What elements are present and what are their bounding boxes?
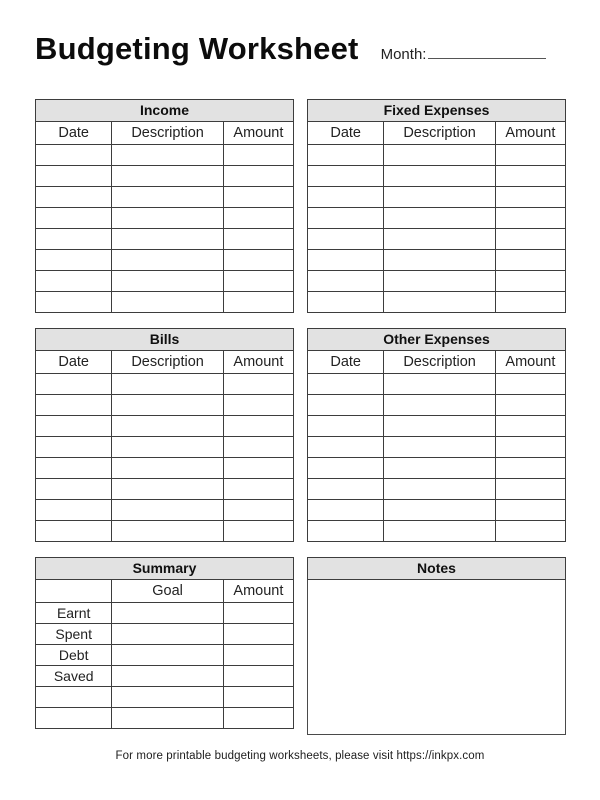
empty-cell [308,271,384,292]
empty-row [36,395,294,416]
summary-row-label [36,687,112,708]
empty-cell [223,229,293,250]
empty-row [36,166,294,187]
empty-cell [495,395,565,416]
summary-row [36,687,294,708]
empty-row [36,208,294,229]
empty-cell [308,250,384,271]
column-header-amount: Amount [223,122,293,145]
empty-cell [223,458,293,479]
summary-table [35,579,294,729]
empty-cell [112,645,223,666]
empty-cell [308,145,384,166]
empty-cell [223,603,293,624]
empty-cell [308,374,384,395]
empty-cell [112,666,223,687]
empty-row [308,271,566,292]
column-header-date: Date [308,122,384,145]
empty-row [36,479,294,500]
empty-row [308,292,566,313]
fixed-expenses-section [307,99,566,313]
empty-row [36,500,294,521]
other-expenses-header-row [308,351,566,374]
empty-cell [384,166,495,187]
empty-cell [36,271,112,292]
page-header [0,0,600,68]
empty-cell [384,458,495,479]
fixed-expenses-header-row [308,122,566,145]
empty-row [308,187,566,208]
empty-cell [223,479,293,500]
empty-row [308,250,566,271]
column-header-description: Description [384,122,495,145]
column-header-goal: Goal [112,580,223,603]
empty-row [36,437,294,458]
bills-header-row [36,351,294,374]
empty-cell [36,374,112,395]
empty-cell [36,292,112,313]
column-header-amount: Amount [495,122,565,145]
empty-cell [308,292,384,313]
empty-cell [384,521,495,542]
column-header-amount: Amount [495,351,565,374]
empty-cell [495,145,565,166]
empty-cell [36,521,112,542]
empty-cell [223,708,293,729]
empty-cell [112,166,223,187]
empty-cell [495,437,565,458]
empty-cell [223,624,293,645]
empty-cell [495,187,565,208]
empty-cell [223,666,293,687]
empty-cell [36,479,112,500]
empty-cell [36,166,112,187]
empty-cell [112,479,223,500]
empty-cell [384,145,495,166]
empty-cell [36,229,112,250]
empty-cell [112,229,223,250]
column-header-description: Description [112,122,223,145]
empty-cell [495,250,565,271]
month-blank-line [428,45,546,59]
notes-writing-area [307,580,566,735]
empty-cell [495,521,565,542]
bills-section [35,328,294,542]
empty-cell [495,416,565,437]
empty-cell [384,271,495,292]
summary-row-label: Debt [36,645,112,666]
summary-section [35,557,294,735]
summary-row [36,624,294,645]
empty-row [308,208,566,229]
column-header-blank [36,580,112,603]
empty-cell [112,187,223,208]
notes-section-title: Notes [307,557,566,580]
month-field [381,45,566,63]
empty-cell [308,500,384,521]
summary-row-label [36,708,112,729]
empty-cell [36,187,112,208]
empty-cell [223,416,293,437]
empty-cell [112,500,223,521]
empty-cell [112,271,223,292]
summary-row [36,603,294,624]
empty-cell [36,208,112,229]
empty-cell [112,687,223,708]
bills-table [35,350,294,542]
empty-cell [495,500,565,521]
income-section-title: Income [35,99,294,122]
other-expenses-table [307,350,566,542]
empty-row [36,416,294,437]
page-title: Budgeting Worksheet [35,31,359,66]
empty-cell [384,229,495,250]
worksheet-grid [0,99,600,735]
empty-cell [308,521,384,542]
empty-cell [223,250,293,271]
empty-cell [36,416,112,437]
empty-row [308,458,566,479]
empty-row [308,479,566,500]
summary-row [36,708,294,729]
empty-cell [384,187,495,208]
empty-cell [495,271,565,292]
empty-cell [223,208,293,229]
empty-cell [223,521,293,542]
empty-cell [112,374,223,395]
empty-row [36,374,294,395]
notes-section [307,557,566,735]
empty-cell [384,208,495,229]
empty-cell [223,500,293,521]
column-header-description: Description [384,351,495,374]
empty-row [36,292,294,313]
bills-section-title: Bills [35,328,294,351]
empty-cell [112,437,223,458]
empty-cell [36,395,112,416]
empty-row [308,500,566,521]
empty-cell [36,250,112,271]
empty-cell [112,292,223,313]
column-header-description: Description [112,351,223,374]
empty-cell [308,437,384,458]
empty-row [36,271,294,292]
empty-cell [384,416,495,437]
empty-cell [112,250,223,271]
empty-cell [495,208,565,229]
column-header-date: Date [36,122,112,145]
empty-row [308,145,566,166]
empty-cell [223,395,293,416]
empty-row [308,374,566,395]
empty-row [36,145,294,166]
summary-section-title: Summary [35,557,294,580]
fixed-expenses-section-title: Fixed Expenses [307,99,566,122]
empty-cell [112,208,223,229]
empty-cell [384,250,495,271]
empty-cell [223,187,293,208]
summary-row-label: Earnt [36,603,112,624]
empty-cell [384,437,495,458]
empty-cell [223,145,293,166]
empty-cell [384,500,495,521]
other-expenses-section [307,328,566,542]
summary-row [36,666,294,687]
empty-cell [308,208,384,229]
empty-cell [223,271,293,292]
empty-row [36,250,294,271]
empty-cell [112,416,223,437]
empty-cell [112,624,223,645]
empty-cell [384,395,495,416]
empty-row [36,521,294,542]
empty-row [308,229,566,250]
empty-row [308,395,566,416]
column-header-date: Date [308,351,384,374]
column-header-date: Date [36,351,112,374]
empty-cell [223,166,293,187]
income-table [35,121,294,313]
empty-cell [112,603,223,624]
empty-cell [308,395,384,416]
empty-cell [36,458,112,479]
empty-cell [112,521,223,542]
empty-cell [112,708,223,729]
empty-cell [495,292,565,313]
empty-cell [308,416,384,437]
empty-cell [308,187,384,208]
empty-row [36,187,294,208]
empty-cell [223,292,293,313]
empty-cell [36,500,112,521]
summary-header-row [36,580,294,603]
income-header-row [36,122,294,145]
empty-row [36,229,294,250]
empty-cell [384,479,495,500]
column-header-amount: Amount [223,351,293,374]
fixed-expenses-table [307,121,566,313]
empty-cell [223,645,293,666]
empty-cell [495,479,565,500]
summary-row-label: Saved [36,666,112,687]
empty-cell [112,458,223,479]
empty-row [308,437,566,458]
other-expenses-section-title: Other Expenses [307,328,566,351]
summary-row [36,645,294,666]
empty-row [308,416,566,437]
empty-cell [223,687,293,708]
empty-row [308,166,566,187]
empty-cell [384,374,495,395]
empty-cell [308,229,384,250]
empty-cell [112,395,223,416]
summary-row-label: Spent [36,624,112,645]
empty-cell [308,458,384,479]
column-header-amount: Amount [223,580,293,603]
empty-row [36,458,294,479]
empty-cell [308,479,384,500]
empty-cell [112,145,223,166]
income-section [35,99,294,313]
empty-cell [308,166,384,187]
empty-row [308,521,566,542]
empty-cell [36,437,112,458]
empty-cell [384,292,495,313]
empty-cell [223,374,293,395]
empty-cell [223,437,293,458]
month-label: Month: [380,46,427,63]
empty-cell [495,458,565,479]
empty-cell [495,166,565,187]
footer-credit-text: For more printable budgeting worksheets, please visit https://inkpx.com [115,750,485,762]
empty-cell [495,374,565,395]
empty-cell [495,229,565,250]
empty-cell [36,145,112,166]
